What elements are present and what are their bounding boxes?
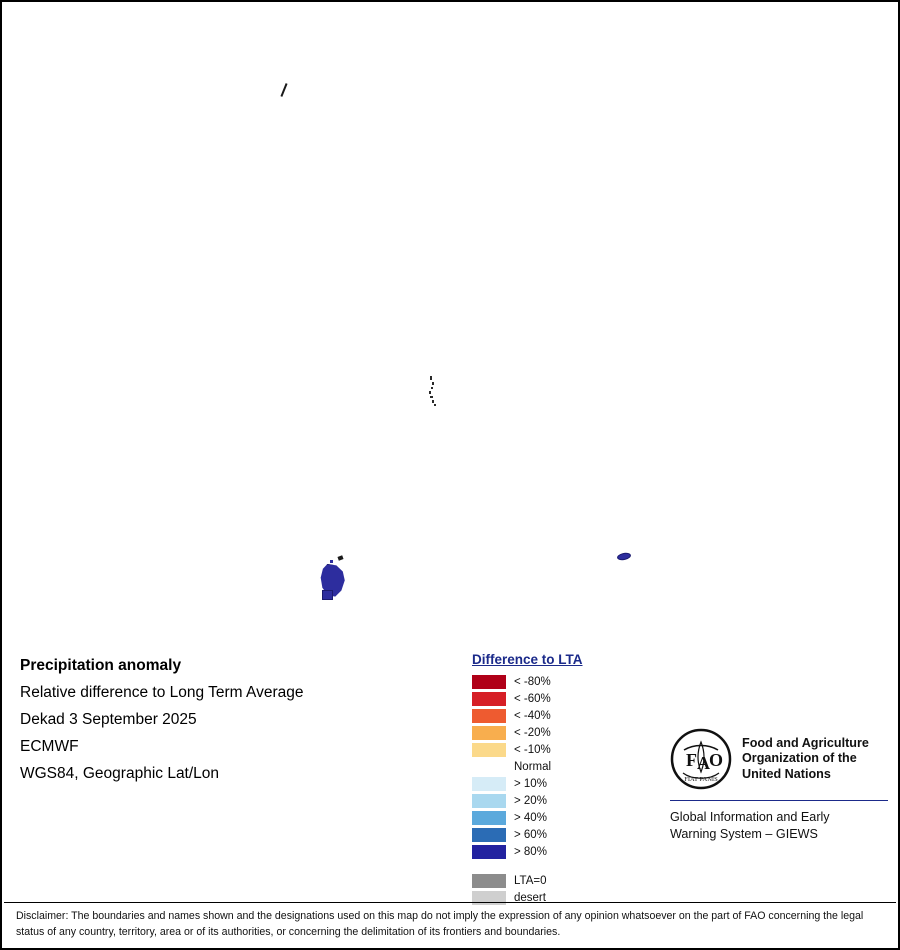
caption-line-projection: WGS84, Geographic Lat/Lon bbox=[20, 765, 220, 782]
disclaimer: Disclaimer: The boundaries and names shown and the designations used on this map do not imply the expression of any opinion whatsoever on the part of FAO concerning the legal status of any country, territory, area or of its authorities, or concerning the delimitation of its frontiers and boundaries. bbox=[4, 902, 896, 946]
legend-item bbox=[472, 724, 632, 741]
legend-title: Difference to LTA bbox=[472, 652, 583, 667]
legend-swatch bbox=[472, 726, 506, 740]
legend bbox=[472, 652, 632, 906]
legend-item-label: > 10% bbox=[514, 777, 547, 790]
island-rodrigues-shape bbox=[616, 551, 631, 561]
island-mauritius-islet-south bbox=[322, 590, 333, 600]
legend-spacer bbox=[472, 860, 632, 872]
legend-item-label: > 20% bbox=[514, 794, 547, 807]
svg-text:F: F bbox=[686, 750, 697, 770]
legend-item-label: > 40% bbox=[514, 811, 547, 824]
legend-swatch bbox=[472, 743, 506, 757]
legend-swatch bbox=[472, 692, 506, 706]
legend-item bbox=[472, 826, 632, 843]
legend-swatch bbox=[472, 777, 506, 791]
fao-system-line-2: Warning System – GIEWS bbox=[670, 826, 818, 841]
legend-item-label: < -60% bbox=[514, 692, 551, 705]
legend-item-extra bbox=[472, 872, 632, 889]
legend-item bbox=[472, 741, 632, 758]
legend-swatch bbox=[472, 675, 506, 689]
legend-item-label: < -40% bbox=[514, 709, 551, 722]
svg-text:FIAT PANIS: FIAT PANIS bbox=[684, 776, 718, 783]
island-mauritius-islet-north bbox=[337, 555, 343, 560]
legend-item bbox=[472, 809, 632, 826]
caption-line-title: Precipitation anomaly bbox=[20, 657, 182, 674]
island-agalega bbox=[281, 83, 289, 98]
legend-item bbox=[472, 707, 632, 724]
fao-branding bbox=[670, 728, 890, 842]
legend-item-label: > 60% bbox=[514, 828, 547, 841]
caption-line-source: ECMWF bbox=[20, 738, 79, 755]
legend-item-label: LTA=0 bbox=[514, 874, 547, 887]
legend-item-label: < -20% bbox=[514, 726, 551, 739]
island-cargados-carajos bbox=[424, 376, 442, 408]
legend-item bbox=[472, 792, 632, 809]
caption-line-measure: Relative difference to Long Term Average bbox=[20, 684, 304, 701]
legend-item bbox=[472, 843, 632, 860]
legend-item-label: < -80% bbox=[514, 675, 551, 688]
fao-organization-name bbox=[742, 736, 869, 782]
legend-item-label: desert bbox=[514, 891, 546, 904]
legend-items bbox=[472, 673, 632, 906]
island-mauritius bbox=[314, 552, 356, 604]
legend-item bbox=[472, 673, 632, 690]
legend-swatch bbox=[472, 828, 506, 842]
legend-item-label: > 80% bbox=[514, 845, 547, 858]
fao-org-line-1: Food and Agriculture bbox=[742, 735, 869, 750]
legend-item-label: < -10% bbox=[514, 743, 551, 756]
legend-item-label: Normal bbox=[514, 760, 552, 773]
legend-item bbox=[472, 775, 632, 792]
fao-emblem-icon bbox=[670, 728, 732, 790]
legend-swatch bbox=[472, 845, 506, 859]
legend-swatch bbox=[472, 760, 506, 774]
fao-org-line-3: United Nations bbox=[742, 766, 831, 781]
legend-item bbox=[472, 690, 632, 707]
island-rodrigues bbox=[616, 550, 632, 562]
fao-logo-row bbox=[670, 728, 890, 790]
fao-system-line-1: Global Information and Early bbox=[670, 810, 830, 824]
legend-swatch bbox=[472, 874, 506, 888]
legend-swatch bbox=[472, 709, 506, 723]
legend-item bbox=[472, 758, 632, 775]
map-caption bbox=[20, 657, 440, 792]
svg-text:A: A bbox=[697, 753, 710, 773]
island-mauritius-islet-mid bbox=[330, 560, 333, 563]
caption-line-period: Dekad 3 September 2025 bbox=[20, 711, 197, 728]
fao-system-name bbox=[670, 809, 890, 842]
svg-text:O: O bbox=[709, 750, 724, 770]
legend-swatch bbox=[472, 794, 506, 808]
fao-divider bbox=[670, 800, 888, 801]
legend-swatch bbox=[472, 811, 506, 825]
fao-org-line-2: Organization of the bbox=[742, 751, 857, 766]
island-agalega-shape bbox=[280, 83, 287, 97]
